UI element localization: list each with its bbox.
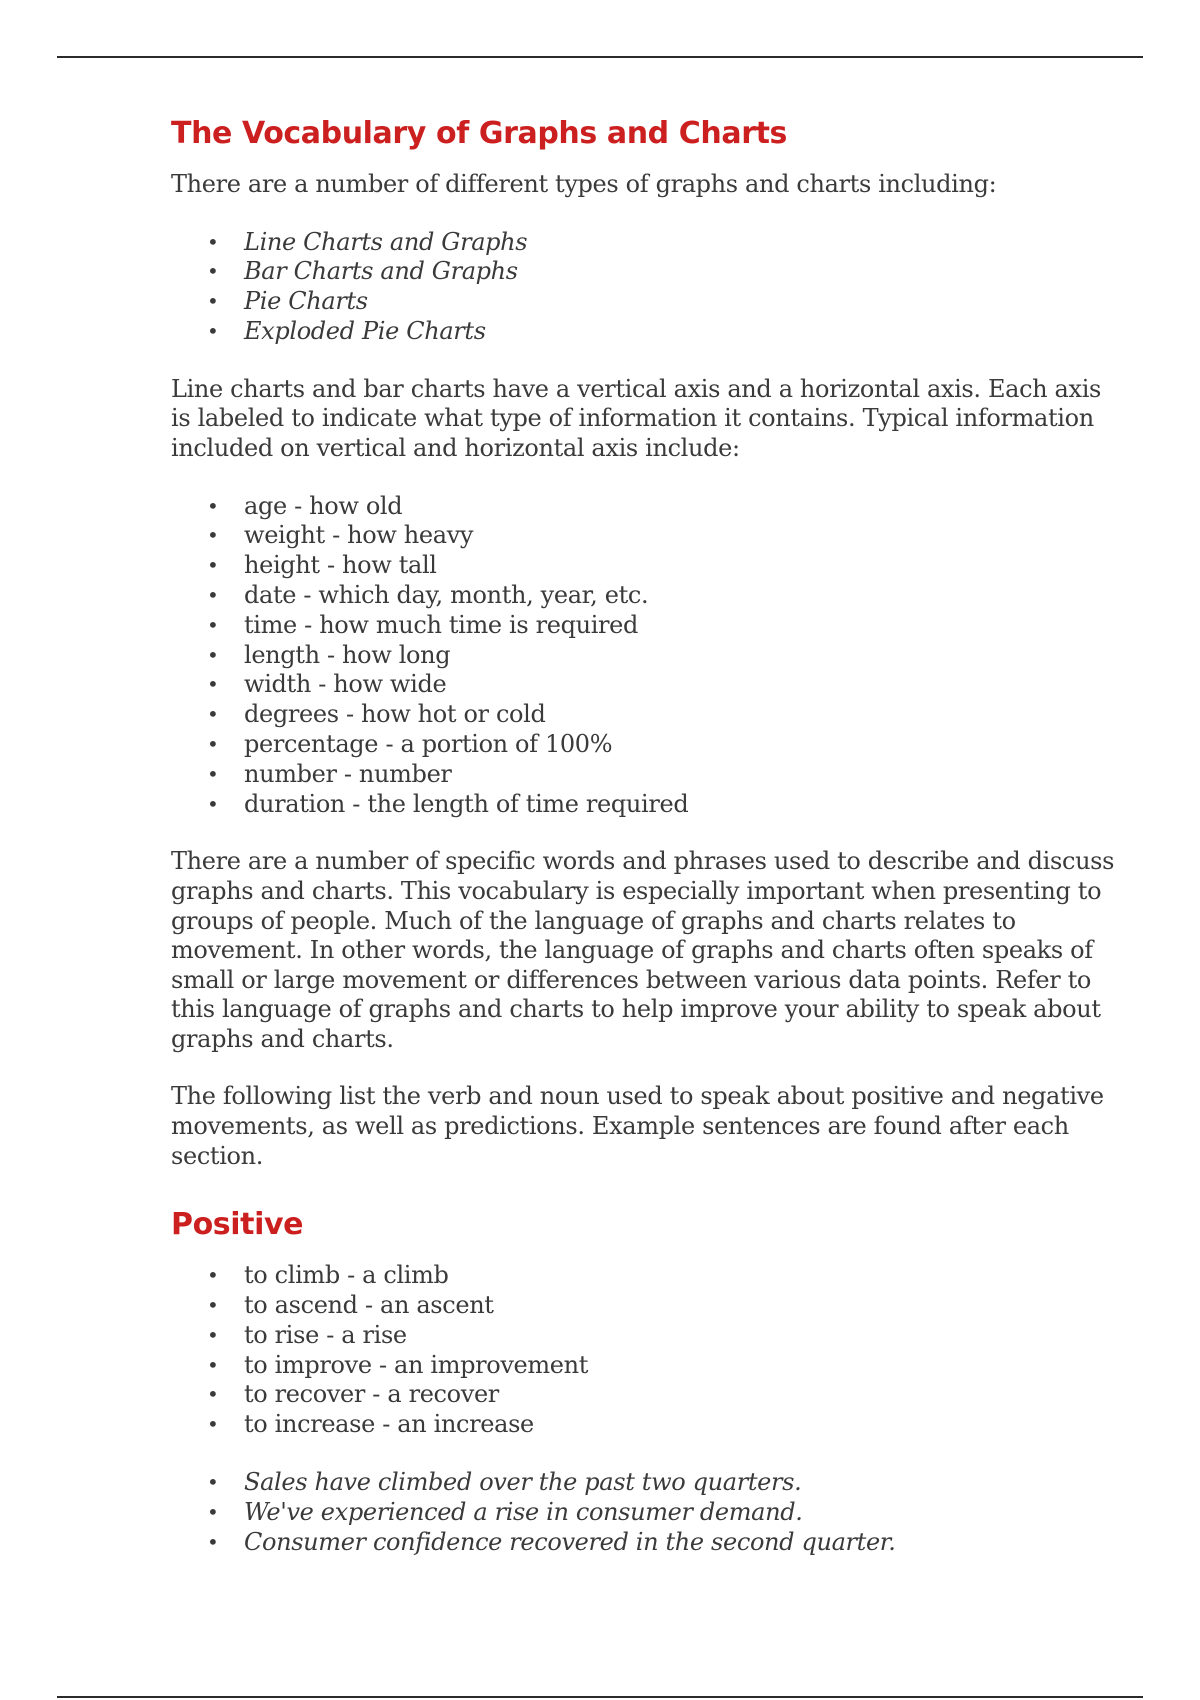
positive-heading: Positive: [171, 1207, 304, 1243]
top-rule: [57, 56, 1143, 58]
list-item: • duration - the length of time required: [171, 790, 1123, 820]
page-title: The Vocabulary of Graphs and Charts: [171, 116, 788, 151]
list-item: • We've experienced a rise in consumer demand.: [171, 1498, 1123, 1528]
positive-examples-list: [171, 1468, 1123, 1557]
list-item: • to recover - a recover: [171, 1380, 1123, 1410]
axis-paragraph: Line charts and bar charts have a vertical axis and a horizontal axis. Each axis is labeled to indicate what type of information it contains. Typical information included on vertical and horizontal axis include:: [171, 374, 1101, 462]
list-item: • number - number: [171, 760, 1123, 790]
list-item: • weight - how heavy: [171, 521, 1123, 551]
list-item: • Line Charts and Graphs: [171, 228, 1123, 258]
positive-terms-list: [171, 1261, 1123, 1440]
list-item: • Sales have climbed over the past two quarters.: [171, 1468, 1123, 1498]
vocabulary-paragraph: There are a number of specific words and phrases used to describe and discuss graphs and charts. This vocabulary is especially important when presenting to groups of people. Much of the language of graphs and charts relates to movement. In other words, the language of graphs and charts often speaks of small or large movement or differences between various data points. Refer to this language of graphs and charts to help improve your ability to speak about graphs and charts.: [171, 847, 1115, 1053]
list-item: • degrees - how hot or cold: [171, 700, 1123, 730]
list-item: • length - how long: [171, 641, 1123, 671]
list-item: • width - how wide: [171, 670, 1123, 700]
list-item: • to increase - an increase: [171, 1410, 1123, 1440]
list-item: • Exploded Pie Charts: [171, 317, 1123, 347]
list-item: • Bar Charts and Graphs: [171, 257, 1123, 287]
list-item: • to climb - a climb: [171, 1261, 1123, 1291]
list-item: • to rise - a rise: [171, 1321, 1123, 1351]
list-item: • time - how much time is required: [171, 611, 1123, 641]
list-item: • height - how tall: [171, 551, 1123, 581]
list-item: • age - how old: [171, 492, 1123, 522]
bottom-rule: [57, 1696, 1143, 1698]
document-body: [171, 108, 1123, 1585]
list-item: • percentage - a portion of 100%: [171, 730, 1123, 760]
list-item: • Consumer confidence recovered in the second quarter.: [171, 1528, 1123, 1558]
list-paragraph: The following list the verb and noun used to speak about positive and negative movements, as well as predictions. Example sentences are found after each section.: [171, 1082, 1104, 1170]
list-item: • to improve - an improvement: [171, 1351, 1123, 1381]
axis-info-list: [171, 492, 1123, 820]
list-item: • to ascend - an ascent: [171, 1291, 1123, 1321]
list-item: • Pie Charts: [171, 287, 1123, 317]
chart-types-list: [171, 228, 1123, 347]
list-item: • date - which day, month, year, etc.: [171, 581, 1123, 611]
intro-paragraph: There are a number of different types of graphs and charts including:: [171, 170, 997, 198]
